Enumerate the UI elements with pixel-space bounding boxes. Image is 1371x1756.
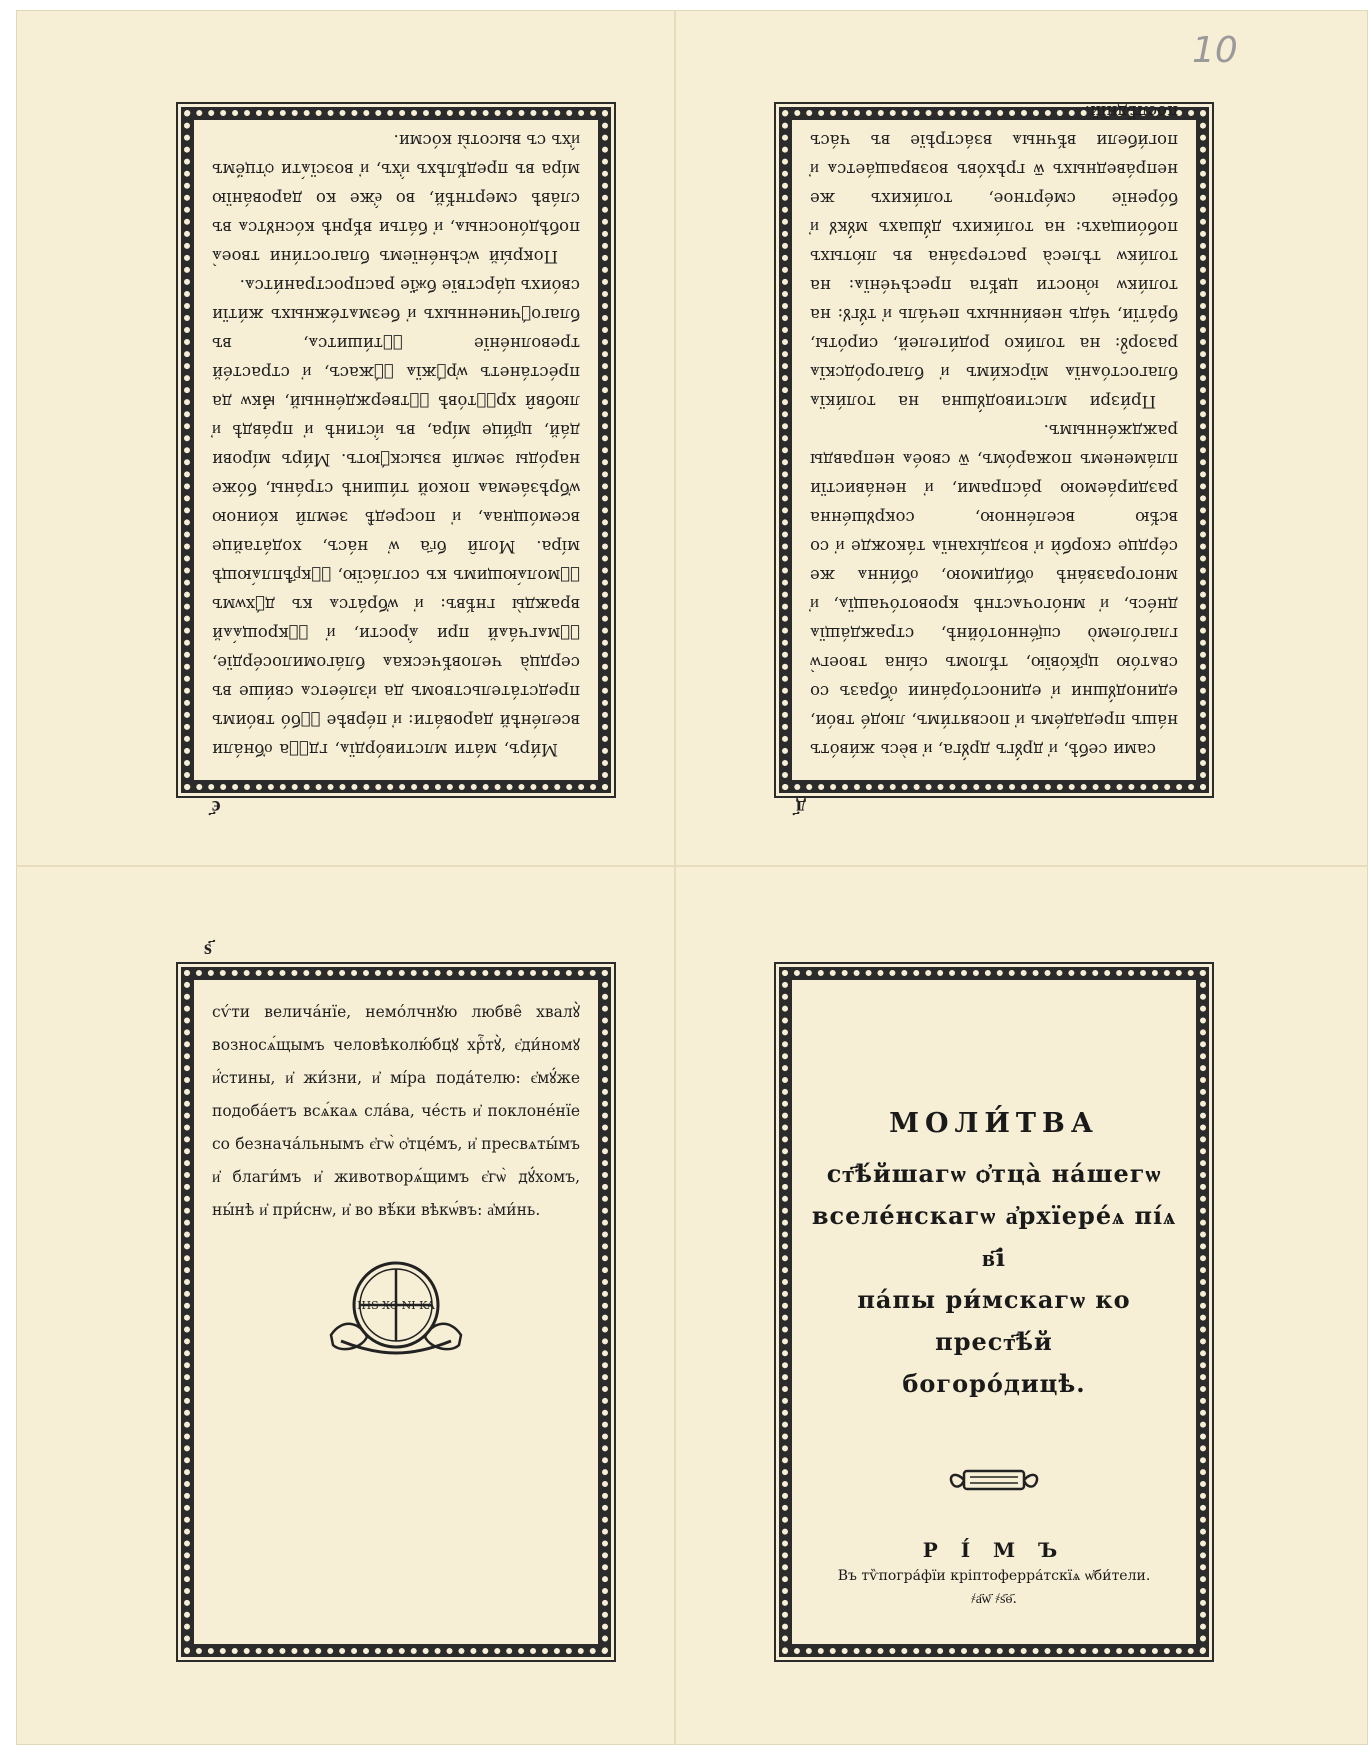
title-heading: МОЛИ́ТВА xyxy=(889,1108,1099,1139)
page-8-paragraph-1: Ми́ръ, ма́ти млcтиво́рдїѧ, гдⷭ҇а о҆бна́ли вселе́нѣй дарова́ти: и҆ пе́рвѣе ꙋ҆бо́ тво́имъ предста́тельствомъ да и҆зле́етсѧ сви́ше въ сердца̀ человѣ́чєскаѧ бла́гомилосе́рдїе, ꙋ҆мѧгча́ѧй при ѧ҆́рости, и҆ ꙋ҆крощѧ́ѧй вражды̀ гнѣ́въ: и҆ ѡ҆бра́тсѧ къ дꙋ́хѡмъ ꙋ҆молѧ́ющимъ къ согла́сїю, ꙋ҆кр҃ѣплѧ́ющѣ мі́ра. Моли̑ бг҃а ѡ҆ на́съ, хода́тайце всемо́щнаѧ, и҆ посредѣ̀ земли̑ ко́иною ѡ҆брѣза́емаѧ покой ти́шинѣ стра́ны, бо́же наро́ды земли̑ взыскꙋ́ютъ. Ми́ръ мі́рови да́й, цр҃и́це мі́ра, въ и҆́стинѣ и҆ пра́вдѣ и҆ любви̑ хрⷭ҇то́вѣ ꙋ҆твержде́нный, ꙗ҆́кѡ да пре́ста́нетъ ѡ҆рꙋ́жїѧ ꙋ҆́жасъ, и҆ страсте́й треволне́нїе ꙋ҆ти́шитсѧ, въ благоꙋ́чиненныхъ и҆ безмѧте́жныхъ жи́тїи сво́ихъ ца́рствїе бж҃їе распространи́тсѧ. xyxy=(212,276,580,759)
title-page-panel xyxy=(779,967,1209,1657)
page-8-number: є҃ xyxy=(212,796,221,820)
page-back-text xyxy=(212,996,580,1227)
scroll-ornament-icon xyxy=(946,1465,1042,1495)
imprint xyxy=(792,1538,1196,1608)
page-8-content xyxy=(194,120,598,780)
vertical-fold-line xyxy=(674,10,676,1745)
page-8-text xyxy=(212,126,580,764)
imprint-press: Въ тѷпогра́фїи кріптоферра́тскїѧ ѡ҆би́тели. xyxy=(837,1568,1151,1584)
page-8-paragraph-2: Покры́й ѡ҆сѣне́нїемъ благости́ни твоеѧ̀ побѣдо́носныѧ, и҆ ба́тьи вѣ́рнѣ ко́снꙋтсѧ въ сла́вѣ смертнѣ́й, во е҆́же ко дарова́нїю мі́ра въ предѣ́лѣхъ и҆́хъ, и҆ возсїѧ́ти ѻ҆тцё́мъ и҆́хъ съ высоты̀ ко́сми. xyxy=(212,131,580,266)
page-7-paragraph-1: сами себѣ, и҆ дрꙋ́гъ дрꙋ́га, и҆ вѐсь жи́во́тъ на́шъ предаде́мъ и҆ посвяти́мъ, люде́ тво́и, единодꙋ́шни и҆ единосто́ра́нии о҆́бразъ со свѧто́ю цр҃ко́вїю, тѣ́ломъ сы́на твоегѡ̀ глаго́лемо̀ сщ҃е́нното́йнѣ, стражда́щїѧ дне́сь, и҆ мно́гочѧстнѣ кровото́чащїѧ, и҆ многоразва́нѣ о҆би́димою, о҆би́ннѧ же се́рдце скорбѝ и҆ возды́ханїѧ та́кожде и҆ со всѣ́ю вселе́нною, сокрꙋше́нна раздира́емою ра́спрами, и҆ нена́вистїи пла́менемъ пожаро́мъ, ѿ свое́ѧ неправды раждже́ннымъ. xyxy=(810,421,1178,759)
title-subtitle-line-4: богоро́дицѣ. xyxy=(902,1369,1086,1398)
title-subtitle-line-3: па́пы ри́мскагѡ ко прест҃ѣ́й xyxy=(857,1285,1131,1356)
page-7-number: д҃ xyxy=(796,796,807,820)
printed-sheet xyxy=(16,10,1368,1745)
page-7-panel xyxy=(779,102,1209,793)
page-back-number: ѕ҃ xyxy=(204,935,212,959)
imprint-city: Р І́ М Ъ xyxy=(922,1538,1066,1562)
emblem-text: IHЅ XC NI KA xyxy=(357,1299,435,1312)
pencil-page-mark: 10 xyxy=(1192,30,1238,71)
title-block xyxy=(810,1108,1178,1405)
page-7-text xyxy=(810,97,1178,764)
christogram-emblem-icon xyxy=(321,1257,471,1361)
page-back-panel xyxy=(181,967,611,1657)
page-back-paragraph-1: сѵ́ти велича́нїе, немо́лчнꙋю любве̑ хвалꙋ̀ возносѧ́щымъ человѣколю́бцꙋ хрⷭ҇тꙋ̀, є҆ди́номꙋ и҆́стины, и҆ жи́зни, и҆ мі́ра пода́телю: є҆мꙋ́же подоба́етъ всѧ́каѧ сла́ва, че́сть и҆ поклоне́нїе со безнача́льнымъ є҆гѡ̀ ѻ҆тце́мъ, и҆ пресвѧты́мъ и҆ благи́мъ и҆ животворѧ́щимъ є҆гѡ̀ дꙋ́хомъ, ны́нѣ и҆ при́снѡ, и҆ во вѣ́ки вѣкѡ́въ: а҆ми́нь. xyxy=(212,1003,580,1219)
title-subtitle-line-1: ст҃ѣ́йшагѡ ѻ҆тца̀ на́шегѡ xyxy=(826,1159,1162,1188)
page-7-content xyxy=(792,102,1196,780)
horizontal-fold-line xyxy=(16,865,1368,867)
page-8-panel xyxy=(181,107,611,793)
title-subtitle-line-2: вселе́нскагѡ а҆рхїере́ѧ пі́ѧ в҃і xyxy=(811,1201,1177,1272)
page-back-content xyxy=(194,980,598,1644)
title-page-content xyxy=(792,980,1196,1644)
page-7-paragraph-2: При́зри млcтиводꙋ́шна на толи́кїѧ благосто́ѧнїѧ мїрски́мъ и҆ благоро́дскїѧ разорꙋ̑: на толи́ко роди́телей, сиро́ты, бра́тїи, ча́дъ неви́нныхъ печа́ль и҆ тꙋ́гꙋ: на толи́кѡ ю҆́ности цвѣ́та пресѣче́нїѧ: на толи́кѡ тѣлеса̀ растерза́на въ лю́тыхъ побо́ищахъ: на толи́кихъ дꙋ́шахъ мꙋ́кꙋ и҆ бо́ренїе сме́ртное, толи́кихъ же непра́ведныхъ ѿ грѣхо́въ возвраща́етсѧ и҆ поги́бели вѣ́чныѧ вза́стрѣїе въ ча́съ послѣ́днїй. xyxy=(810,102,1178,411)
imprint-year: ҂а҃ѡ҃ ҂ѕ҃ѳ҃. xyxy=(971,1591,1017,1607)
